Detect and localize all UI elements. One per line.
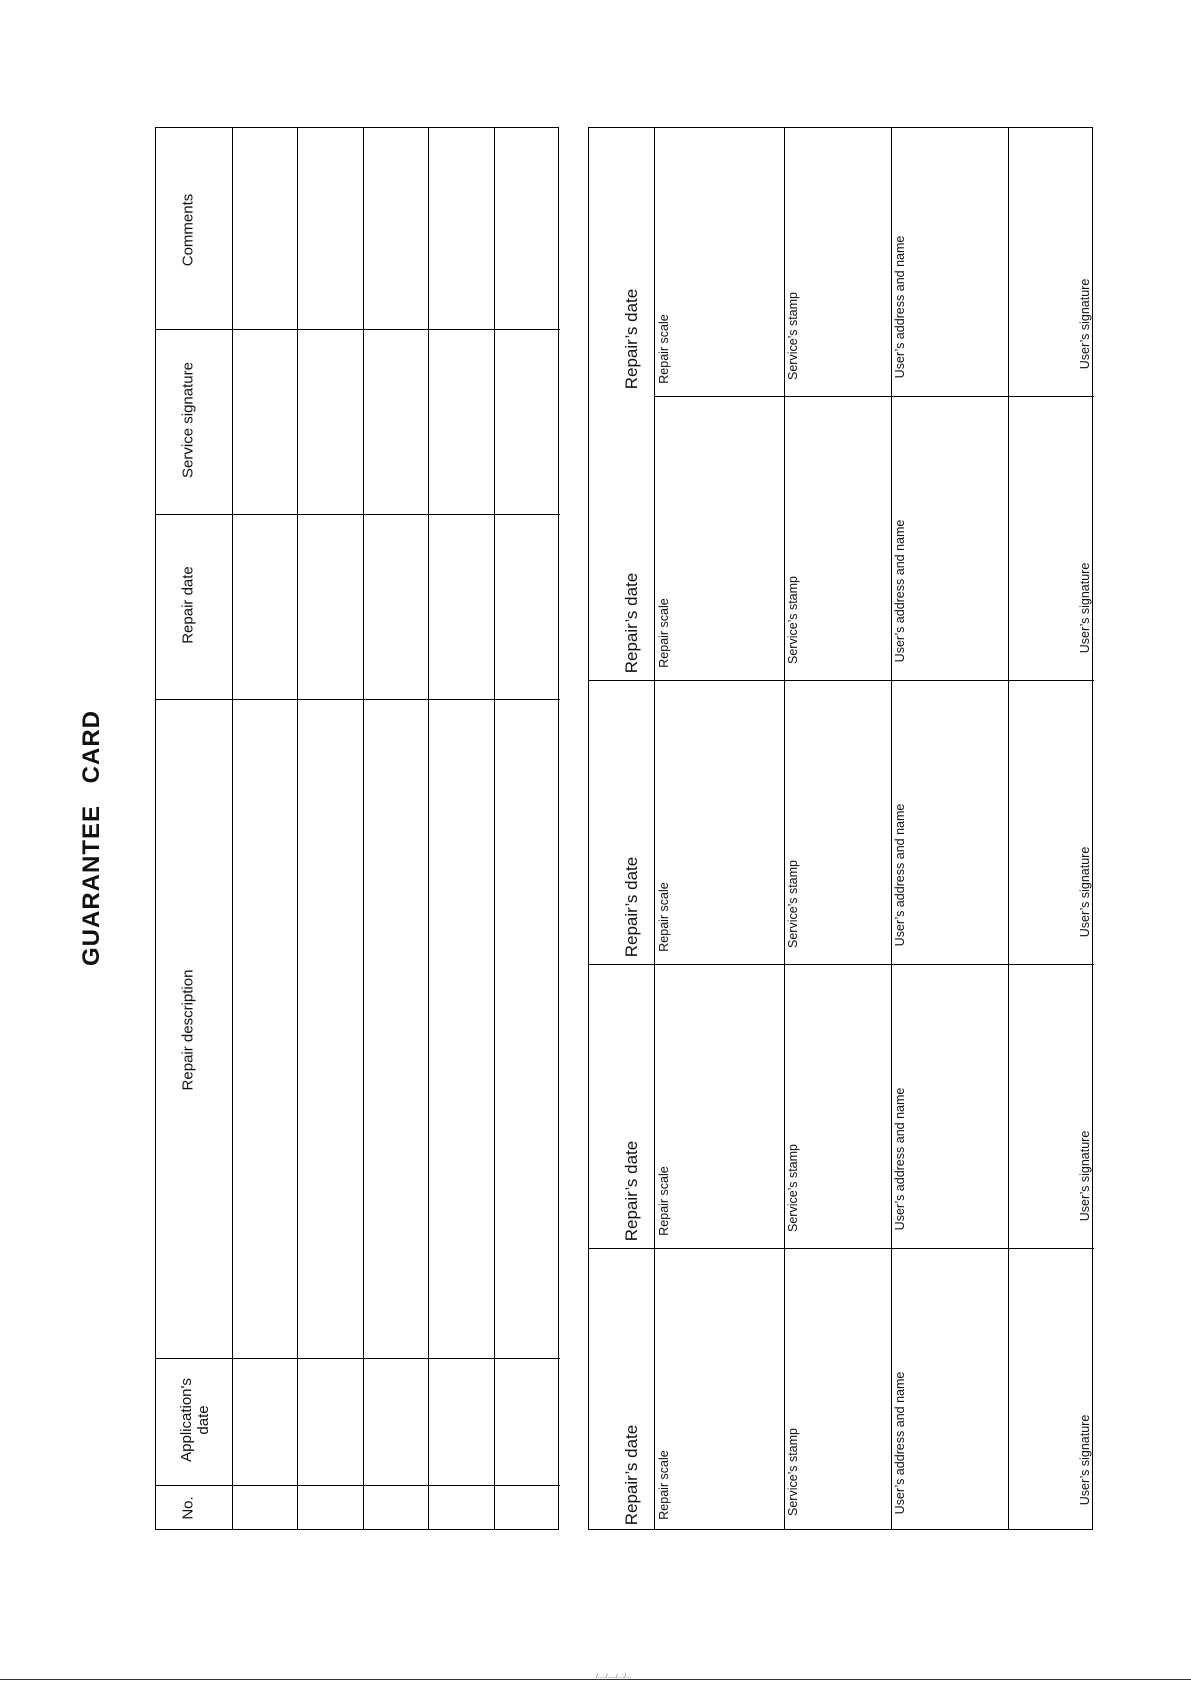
footer-marks: /...../...../..../... <box>596 1674 632 1680</box>
page-title-text: GUARANTEE CARD <box>78 710 105 966</box>
repair-log-table <box>155 127 559 1530</box>
